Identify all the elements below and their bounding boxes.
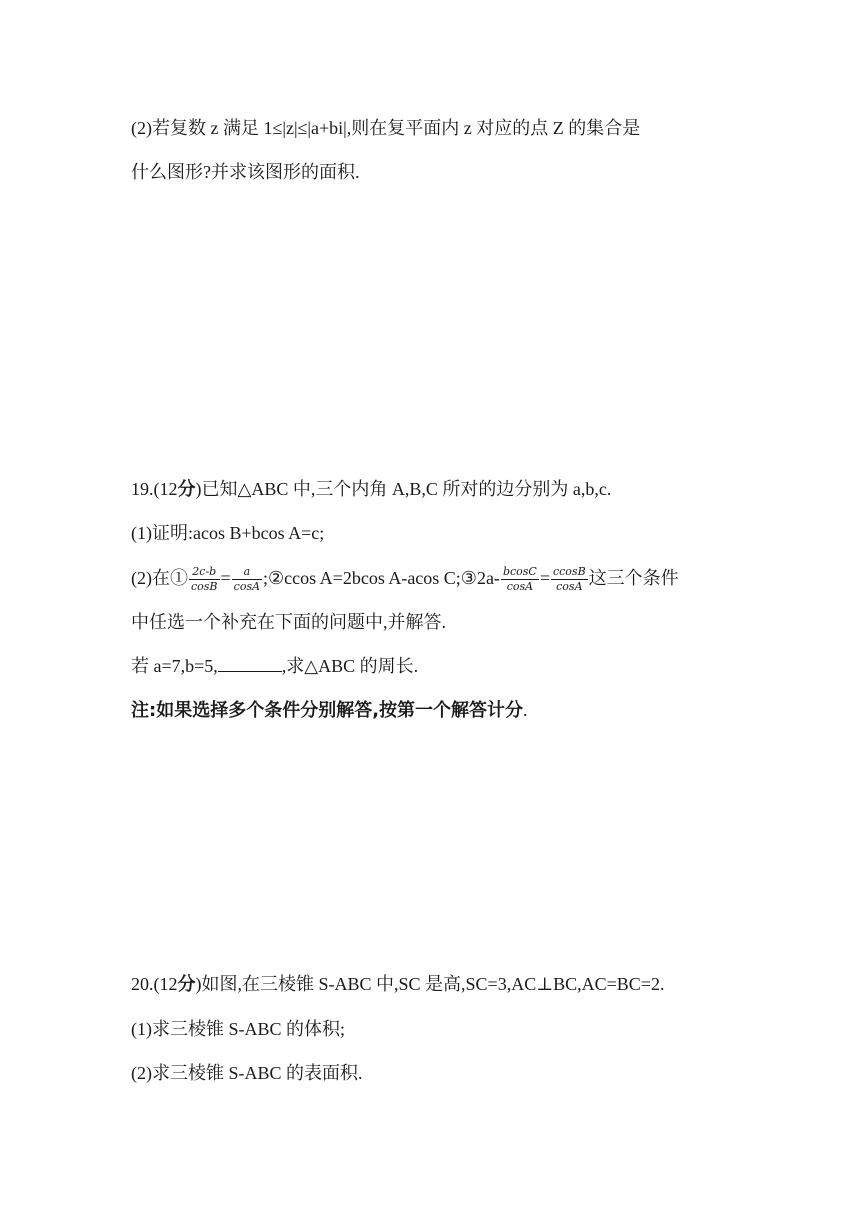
- prev-part2-line1: (2)若复数 z 满足 1≤|z|≤|a+bi|,则在复平面内 z 对应的点 Z 的集合是: [131, 118, 641, 138]
- q20-number: 20.(12: [131, 974, 178, 994]
- fraction-2: $\frac{a}{\cos A}$: [233, 565, 261, 594]
- prev-part2-line2: 什么图形?并求该图形的面积.: [131, 162, 360, 182]
- fraction-4: $\frac{ccosB}{\cos A}$: [552, 565, 586, 594]
- q19-sub2-line1: (2)在① $\frac{2c-b}{\cos B}$ = $\frac{a}{\cos A}$ ;②ccos A=2bcos A-acos C;③2a- $\frac{bcosC}{\cos A}$ = $\frac{ccosB}{\cos A}$ 这三个条件: [131, 565, 679, 594]
- fill-in-blank: [218, 657, 282, 672]
- q19-score-unit: 分: [177, 479, 196, 500]
- fraction-1: $\frac{2c-b}{\cos B}$: [191, 565, 218, 594]
- q20-sub1: (1)求三棱锥 S-ABC 的体积;: [131, 1019, 346, 1039]
- q20-sub2: (2)求三棱锥 S-ABC 的表面积.: [131, 1063, 363, 1083]
- q19-number: 19.(12: [131, 479, 178, 499]
- q20-stem: [131, 973, 664, 996]
- q19-condition: 若 a=7,b=5, ,求△ABC 的周长.: [131, 656, 419, 676]
- q19-sub1: (1)证明:acos B+bcos A=c;: [131, 523, 325, 543]
- q19-stem: [131, 478, 611, 501]
- q19-sub2-line2: 中任选一个补充在下面的问题中,并解答.: [131, 612, 446, 632]
- q19-note: 注:如果选择多个条件分别解答,按第一个解答计分.: [131, 700, 528, 721]
- q20-score-unit: 分: [177, 974, 196, 995]
- q20-stem-text: )如图,在三棱锥 S-ABC 中,SC 是高,SC=3,AC⊥BC,AC=BC=2.: [195, 974, 665, 994]
- fraction-3: $\frac{bcosC}{\cos A}$: [502, 565, 537, 594]
- q19-stem-text: )已知△ABC 中,三个内角 A,B,C 所对的边分别为 a,b,c.: [195, 479, 612, 499]
